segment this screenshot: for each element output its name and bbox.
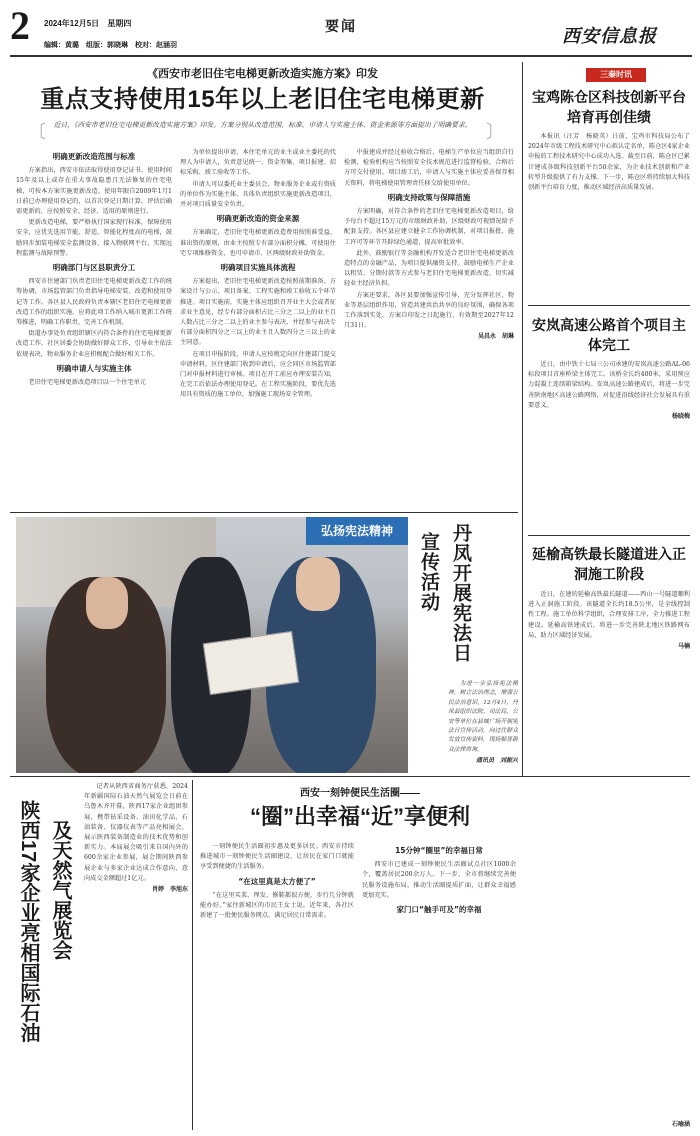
paragraph: 西安市住建部门负责老旧住宅电梯更新改造工作的统筹协调，市场监管部门负责指导电梯安装、改造和使用登记等工作。各区县人民政府负责本辖区老旧住宅电梯更新改造工作的组织实施，应将此项工作纳入城市更新工作统筹推进，明确工作职责，完善工作机制。 <box>16 278 172 327</box>
sidebar-a3-title: 延榆高铁最长隧道进入正洞施工阶段 <box>532 547 686 583</box>
expo-vtitle-2: 及天然气展览会 <box>49 820 71 960</box>
banner-text: 弘扬宪法精神 <box>320 524 393 538</box>
convenience-headline: “圈”出幸福“近”享便利 <box>249 804 470 829</box>
paragraph: 街道办事处负责组织辖区内符合条件的住宅电梯更新改造工作，社区居委会协助做好群众工作，引导业主依法依规表决，物业服务企业应积极配合做好相关工作。 <box>16 330 172 358</box>
convenience-column-1 <box>200 842 354 1130</box>
subhead-duties: 明确部门与区县职责分工 <box>52 263 136 273</box>
sidebar-a1-title: 宝鸡陈仓区科技创新平台培育再创佳绩 <box>532 90 686 126</box>
subhead-doorstep: 家门口“触手可及”的幸福 <box>396 905 482 915</box>
divider <box>528 305 690 306</box>
paragraph: 一刻钟便民生活圈初步惠及更多居民。西安市持续推进城市一刻钟便民生活圈建设，让居民在家门口就能享受到便捷的生活服务。 <box>200 843 354 871</box>
sidebar-a3-body <box>528 590 690 770</box>
expo-byline: 肖婷 李旭东 <box>151 886 188 894</box>
paragraph: 本报讯（汪芳 杨晓英）日前，宝鸡市科技局公布了2024年市级工程技术研究中心拟认定名单，陈仓区4家企业申报的工程技术研究中心成功入选。截至目前，陈仓区已累计建成各级科技创新平台50余家，为企业技术创新和产业转型升级提供了有力支撑。下一步，陈仓区将持续加大科技创新平台培育力度，推动区域经济高质量发展。 <box>528 133 690 192</box>
lead-column-2 <box>180 148 336 513</box>
divider <box>528 535 690 536</box>
subhead-daily: 15分钟“圈里”的幸福日常 <box>395 846 483 855</box>
column-title: 三秦时讯 <box>600 70 632 79</box>
paragraph: 近日，由中铁十七局三公司承建的安岚高速公路AL-06标段项目首座桥梁主体完工。该桥全长约400米，采用预应力混凝土连续箱梁结构。安岚高速公路建成后，将进一步完善陕南地区高速公路网络，对促进沿线经济社会发展具有重要意义。 <box>528 361 690 409</box>
photo-caption <box>448 680 518 775</box>
divider <box>10 512 518 513</box>
paragraph: 此外，鼓励银行等金融机构开发适合老旧住宅电梯更新改造特点的金融产品，为项目提供融资支持。鼓励电梯生产企业以租赁、分期付款等方式参与老旧住宅电梯更新改造，切实减轻业主经济负担。 <box>344 249 514 288</box>
section-title: 要闻 <box>325 18 357 34</box>
bracket-left: 〔 <box>28 122 46 143</box>
lead-kicker: 《西安市老旧住宅电梯更新改造实施方案》印发 <box>147 68 378 80</box>
person-left-face <box>86 577 128 629</box>
paragraph: 为单位提出申请，本住宅单元的业主或业主委托的代理人为申请人，负责意见统一、资金筹集、项目报建、招标采购、竣工验收等工作。 <box>180 149 336 177</box>
paragraph: 方案明确，对符合条件的老旧住宅电梯更新改造项目，给予每台不超过15万元的市级财政补助，区级财政可视情况给予配套支持。各区县应建立健全工作协调机制，对项目报批、施工许可等环节开辟绿色通道，提高审批效率。 <box>344 208 514 246</box>
subhead-scope: 明确更新改造范围与标准 <box>52 152 136 161</box>
paragraph: 记者从陕西省商务厅获悉，2024年新疆国际石油天然气展览会日前在乌鲁木齐开幕，陕西17家企业组团参展，携带钻采设备、油田化学品、石油装备、仪器仪表等产品亮相展会，展示陕西装备制造业的技术优势和创新实力。本届展会吸引来自国内外的600余家企业参展，展会期间陕西参展企业与多家企业达成合作意向，意向成交金额超过1亿元。 <box>84 783 188 882</box>
convenience-kicker: 西安一刻钟便民生活圈—— <box>300 788 420 799</box>
paragraph: 申请人可以委托业主委员会、物业服务企业或有资质的单位作为实施主体，具体负责组织实施更新改造项目，并对项目质量安全负责。 <box>180 180 336 209</box>
photo-credit: 通讯员 刘振兴 <box>475 757 518 765</box>
paragraph: 近日，在建的延榆高铁最长隧道——西山一号隧道顺利进入正洞施工阶段。该隧道全长约18.5公里，是全线控制性工程。施工单位科学组织，合理安排工序，全力推进工程建设。延榆高铁建成后，将进一步完善陕北地区铁路网布局，助力区域经济发展。 <box>528 591 690 639</box>
news-photo <box>16 517 408 773</box>
divider <box>195 776 690 777</box>
paragraph: 方案指出，西安市依法取得使用登记证书、使用时间15年及以上或存在重大事故隐患且无法修复的住宅电梯，可按本方案实施更新改造。使用年限自2009年1月1日前已办理使用登记的，以首次登记日期计算。评估后确需更新的，应按照安全、经济、适用的原则进行。 <box>16 167 172 216</box>
bracket-right: 〕 <box>486 122 504 143</box>
person-right-face <box>296 557 340 611</box>
divider-vertical <box>192 780 193 1130</box>
expo-body <box>84 782 188 1127</box>
photo-banner <box>306 517 408 545</box>
paragraph: “在这里买菜、理发、修鞋都很方便，步行几分钟就能办好。”家住新城区的市民王女士说。近年来，各社区新建了一批便民服务网点，满足居民日常需求。 <box>200 891 354 920</box>
subhead-convenient: “在这里真是太方便了” <box>238 876 316 886</box>
masthead <box>0 0 700 58</box>
paragraph: 更新改造电梯，要严格执行国家现行标准，保障使用安全，应优先选用节能、舒适、智能化程度高的电梯，鼓励同步加装电梯安全监测设备，接入物联网平台，实现远程监测与故障预警。 <box>16 219 172 257</box>
sidebar-divider <box>522 62 523 776</box>
page-number: 2 <box>10 3 30 48</box>
sidebar-a2-title: 安岚高速公路首个项目主体完工 <box>532 318 686 354</box>
lead-column-3 <box>344 148 514 513</box>
paragraph: 西安市已建成一刻钟便民生活圈试点社区1000余个，覆盖居民200余万人。下一步，全市将继续完善便民服务设施布局，推动生活圈提质扩面，让群众幸福感更加充实。 <box>362 861 516 899</box>
subhead-funding: 明确更新改造的资金来源 <box>216 214 300 224</box>
paragraph: 方案确定，老旧住宅电梯更新改造费用按照谁受益、谁出资的原则，由业主按照专有部分面积分摊，可使用住宅专项维修资金，也可申请市、区两级财政补助资金。 <box>180 229 336 257</box>
summary-text: 近日，《西安市老旧住宅电梯更新改造实施方案》印发。方案分别从改造范围、标准、申请人与实施主体、资金来源等方面提出了明确要求。 <box>53 121 472 129</box>
caption-text: 为进一步弘扬宪法精神，树立法治理念，增强公民法治意识，12月4日，丹凤县组织法院、司法局、公安等单位在县城广场开展宪法日宣传活动，向过往群众发放宣传资料，现场解答群众法律咨询。 <box>448 681 518 753</box>
masthead-rule <box>10 55 692 57</box>
photo-vtitle-left: 宣传活动 <box>418 532 439 612</box>
paragraph: 老旧住宅电梯更新改造项目以一个住宅单元 <box>28 379 146 387</box>
a2-byline: 杨晓梅 <box>671 413 690 421</box>
subhead-process: 明确项目实施具体流程 <box>220 263 296 273</box>
lead-byline: 吴昌永 胡琳 <box>477 333 514 341</box>
a3-byline: 马楠 <box>677 643 690 651</box>
lead-column-1 <box>16 148 172 513</box>
lead-headline: 重点支持使用15年以上老旧住宅电梯更新 <box>40 86 485 113</box>
convenience-column-3 <box>524 842 690 1130</box>
subhead-applicant: 明确申请人与实施主体 <box>56 363 132 373</box>
paragraph: 中报建成并经过验收合格后，电梯生产单位应当组织自行检测，检验机构应当按照安全技术规范进行监督检验，合格后方可交付使用。项目竣工后，申请人与实施主体应妥善保存相关资料，将电梯使用管理责任移交给使用单位。 <box>344 149 514 187</box>
sidebar-a1-body <box>528 132 690 302</box>
paper-name: 西安信息报 <box>562 26 657 47</box>
sidebar-column-tag <box>586 68 646 82</box>
editors-line: 编辑：黄璐 组版：郭晓琳 校对：赵涵羽 <box>44 42 177 49</box>
convenience-byline: 石喻涵 <box>671 1120 690 1128</box>
subhead-support: 明确支持政策与保障措施 <box>387 192 471 202</box>
photo-vtitle-right: 丹凤开展宪法日 <box>450 523 471 663</box>
sidebar-a2-body <box>528 360 690 525</box>
lead-summary <box>28 120 504 143</box>
paragraph: 方案提出，老旧住宅电梯更新改造按照前期准备、方案设计与公示、项目备案、工程实施和竣工验收五个环节推进。项目实施前，实施主体应组织召开业主大会或者征求业主意见，经专有部分面积占比三分之二以上的业主且人数占比三分之二以上的业主参与表决，并经参与表决专有部分面积四分之三以上的业主且人数四分之三以上的业主同意。 <box>180 278 336 347</box>
paragraph: 方案还要求，各区县要加强宣传引导，充分发挥社区、物业等基层组织作用，营造共建共治共享的良好氛围，确保各项工作落到实处。方案自印发之日起施行，有效期至2027年12月31日。 <box>344 291 514 330</box>
issue-date <box>44 18 131 29</box>
convenience-column-2 <box>362 842 516 1130</box>
expo-vtitle-1: 陕西17家企业亮相国际石油 <box>17 800 39 1043</box>
date-text: 2024年12月5日 <box>44 19 100 28</box>
weekday-text: 星期四 <box>107 19 132 28</box>
paragraph: 在项目申报阶段，申请人应按规定向区住建部门提交申请材料，区住建部门收到申请后，应会同区市场监管部门对申报材料进行审核。项目在开工前应办理安装告知，在完工后依法办理使用登记。在工程实施阶段，要优先选用具有资质的施工单位，加强施工现场安全管理。 <box>180 350 336 399</box>
